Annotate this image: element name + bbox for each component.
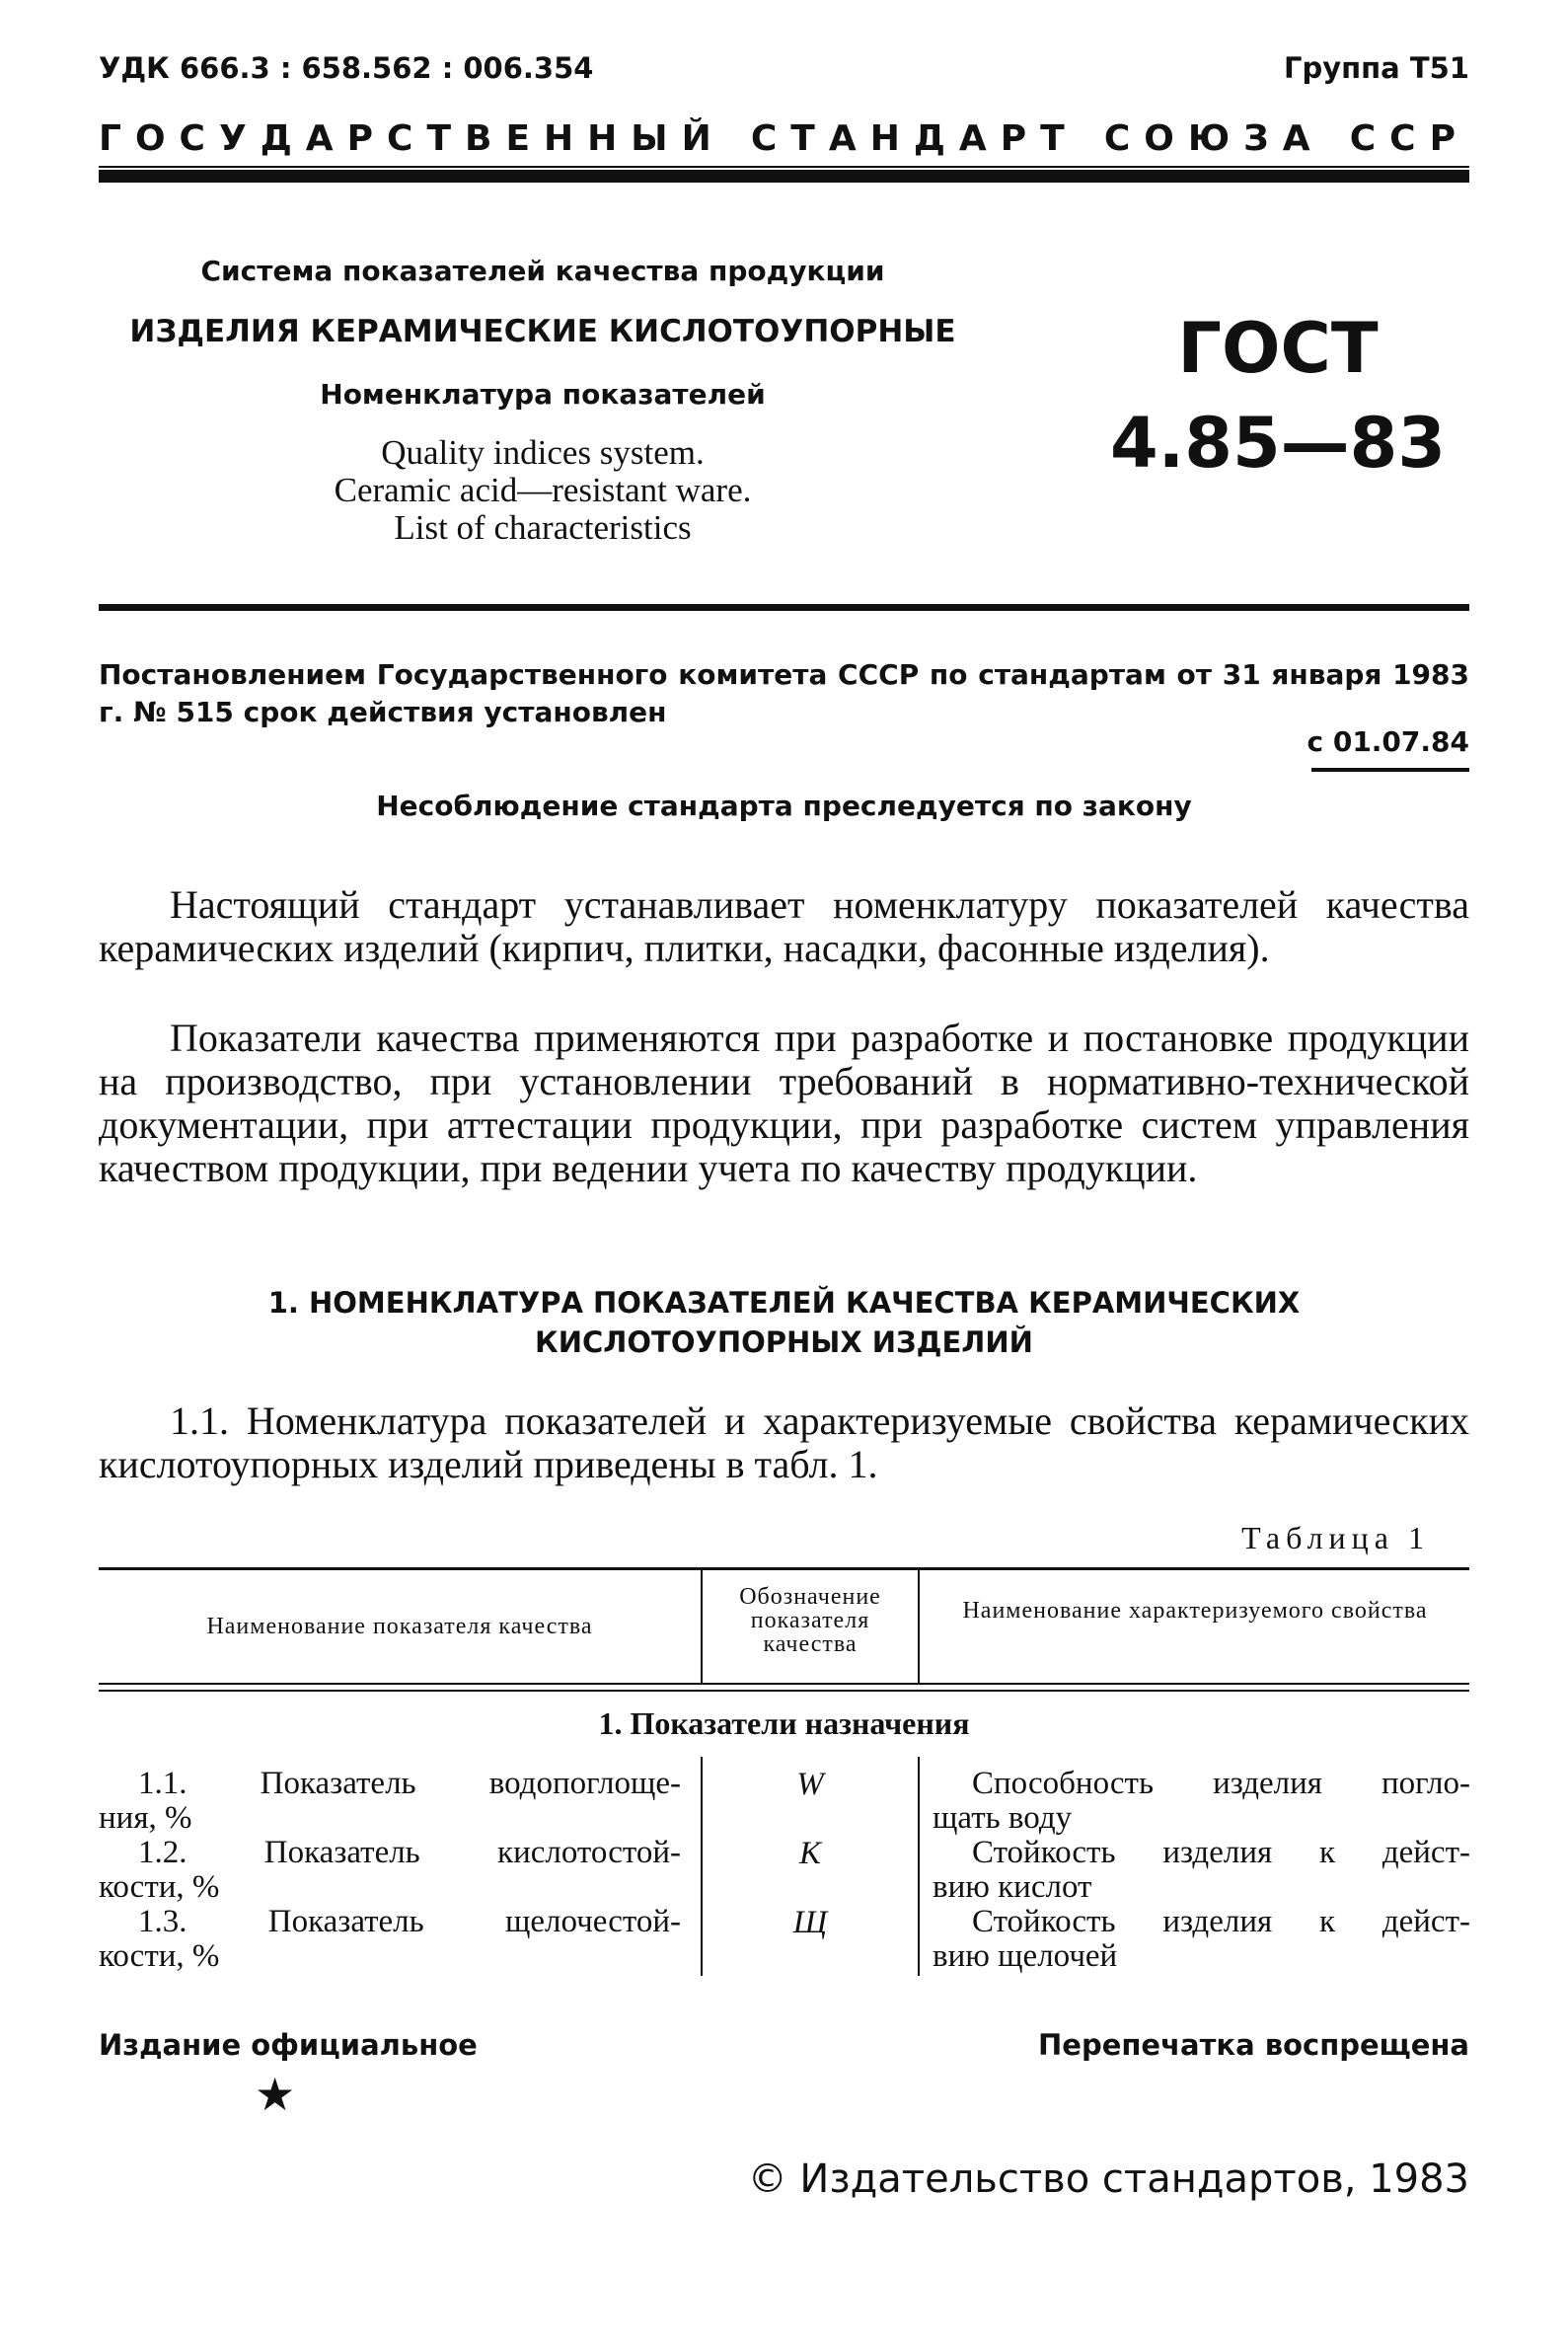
gost-label: ГОСТ	[1177, 308, 1379, 389]
effective-date: с 01.07.84	[1307, 725, 1469, 758]
table-top-rule	[99, 1567, 1469, 1570]
table-row-name	[99, 1905, 681, 1974]
header-rule-thick	[99, 170, 1469, 183]
system-line: Система показателей качества продукции	[200, 255, 885, 287]
section-divider	[99, 604, 1469, 611]
cell-line: вию кислот	[933, 1869, 1092, 1905]
law-notice: Несоблюдение стандарта преследуется по закону	[376, 790, 1192, 822]
table-column-divider	[918, 1757, 920, 1976]
standard-word: ГОСУДАРСТВЕННЫЙ	[99, 118, 725, 159]
english-line: Quality indices system.	[381, 433, 705, 472]
cell-line: 1.2. Показатель кислотостой-	[138, 1835, 681, 1870]
table-caption: Таблица 1	[1241, 1520, 1430, 1555]
decree-text: Постановлением Государственного комитета СССР по стандартам от 31 января 1983 г. № 515 срок действия установлен	[99, 658, 1469, 728]
table-row-name	[99, 1836, 681, 1905]
table-column-divider	[918, 1570, 920, 1683]
star-icon: ★	[255, 2070, 296, 2120]
cell-line: Стойкость изделия к дейст-	[972, 1904, 1470, 1939]
cell-line: Стойкость изделия к дейст-	[972, 1835, 1470, 1870]
document-title: ИЗДЕЛИЯ КЕРАМИЧЕСКИЕ КИСЛОТОУПОРНЫЕ	[129, 314, 956, 349]
standard-word: ССР	[1349, 118, 1469, 159]
cell-line: Способность изделия погло-	[972, 1766, 1470, 1801]
effective-date-underline	[1311, 768, 1469, 772]
table-group-title: 1. Показатели назначения	[598, 1705, 970, 1741]
table-header-rule	[99, 1683, 1469, 1685]
english-line: List of characteristics	[394, 508, 692, 547]
paragraph-application: Показатели качества применяются при разработке и постановке продукции на производство, при установлении требований в нормативно-технической документации, при аттестации продукции, при разработке систем управления качеством продукции, при ведении учета по качеству продукции.	[99, 1016, 1469, 1190]
udc-code: УДК 666.3 : 658.562 : 006.354	[99, 51, 594, 85]
table-header-symbol: Обозначение показателя качества	[739, 1584, 881, 1657]
group-code: Группа Т51	[1283, 51, 1469, 85]
table-row-symbol: W	[796, 1767, 824, 1802]
cell-line: кости, %	[99, 1938, 220, 1974]
cell-line: вию щелочей	[933, 1938, 1118, 1974]
table-header-property: Наименование характеризуемого свойства	[962, 1598, 1428, 1624]
section-heading: 1. НОМЕНКЛАТУРА ПОКАЗАТЕЛЕЙ КАЧЕСТВА КЕРАМИЧЕСКИХ КИСЛОТОУПОРНЫХ ИЗДЕЛИЙ	[267, 1286, 1301, 1359]
table-row-symbol: Щ	[792, 1905, 828, 1940]
paragraph-table-ref: 1.1. Номенклатура показателей и характеризуемые свойства керамических кислотоупорных изделий приведены в табл. 1.	[99, 1399, 1469, 1486]
cell-line: ния, %	[99, 1800, 192, 1836]
paragraph-intro: Настоящий стандарт устанавливает номенклатуру показателей качества керамических изделий (кирпич, плитки, насадки, фасонные изделия).	[99, 882, 1469, 970]
cell-line: кости, %	[99, 1869, 220, 1905]
cell-line: щать воду	[933, 1800, 1073, 1836]
reprint-notice: Перепечатка воспрещена	[1038, 2028, 1469, 2062]
english-title	[118, 434, 967, 547]
table-row-property	[933, 1905, 1470, 1974]
standard-word: СОЮЗА	[1103, 118, 1324, 159]
cell-line: 1.3. Показатель щелочестой-	[138, 1904, 681, 1939]
header-rule-thin	[99, 166, 1469, 168]
cell-line: 1.1. Показатель водопоглоще-	[138, 1766, 681, 1801]
subtitle: Номенклатура показателей	[320, 378, 766, 411]
table-row-property	[933, 1767, 1470, 1836]
table-header-indicator: Наименование показателя качества	[206, 1614, 593, 1639]
copyright: © Издательство стандартов, 1983	[747, 2156, 1469, 2202]
gost-number: 4.85—83	[1109, 403, 1447, 484]
table-header-rule	[99, 1690, 1469, 1692]
table-row-symbol: К	[799, 1836, 821, 1871]
english-line: Ceramic acid—resistant ware.	[334, 471, 752, 509]
table-row-name	[99, 1767, 681, 1836]
table-row-property	[933, 1836, 1470, 1905]
standard-header	[99, 118, 1469, 159]
standard-word: СТАНДАРТ	[750, 118, 1079, 159]
official-edition: Издание официальное	[99, 2028, 478, 2062]
